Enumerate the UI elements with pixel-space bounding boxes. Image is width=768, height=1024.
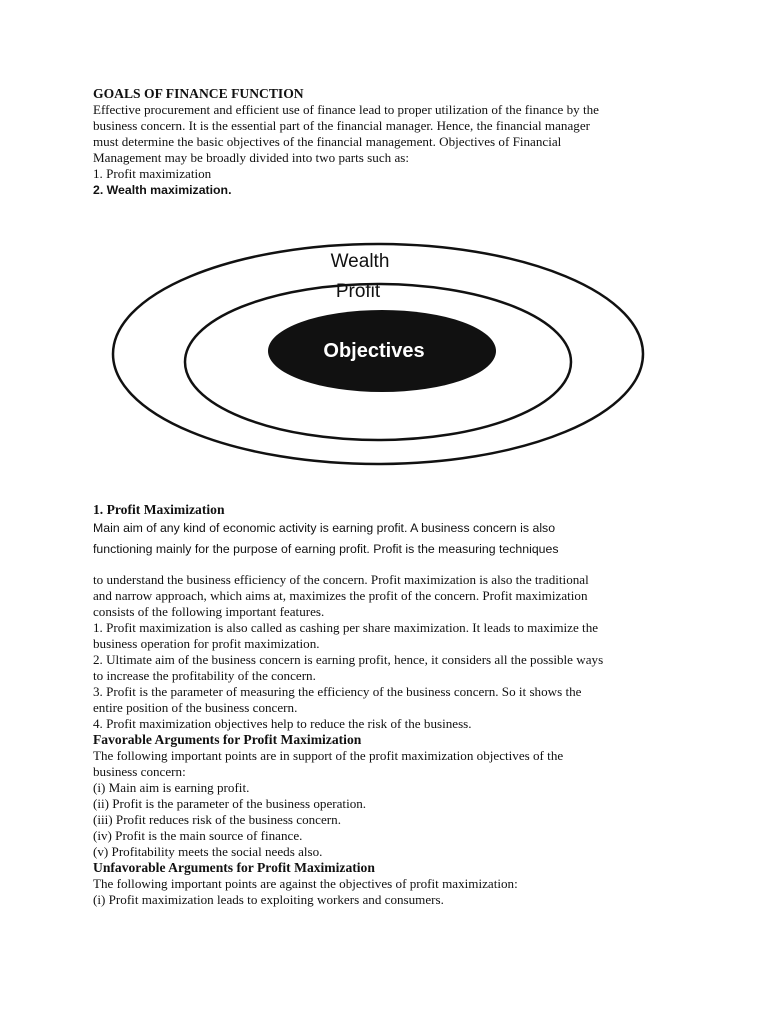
profit-label: Profit [335, 281, 381, 302]
profit-max-line: 1. Profit maximization is also called as cashing per share maximization. It leads to maximize the [93, 620, 599, 635]
favorable-line: business concern: [93, 764, 186, 779]
favorable-line: (i) Main aim is earning profit. [93, 780, 250, 795]
favorable-line: (iii) Profit reduces risk of the business concern. [93, 812, 341, 827]
profit-max-line: business operation for profit maximization. [93, 636, 320, 651]
favorable-line: (iv) Profit is the main source of finance. [93, 828, 303, 843]
objectives-label: Objectives [323, 340, 425, 362]
goals-item-profit: 1. Profit maximization [93, 166, 212, 181]
goals-title: GOALS OF FINANCE FUNCTION [93, 86, 304, 101]
goals-para-line: business concern. It is the essential part of the financial manager. Hence, the financial manager [93, 118, 590, 133]
profit-max-sans-line: functioning mainly for the purpose of earning profit. Profit is the measuring techniques [93, 542, 559, 556]
goals-para-line: Management may be broadly divided into two parts such as: [93, 150, 409, 165]
unfavorable-line: (i) Profit maximization leads to exploiting workers and consumers. [93, 892, 444, 907]
profit-maximization-section [93, 502, 683, 908]
profit-max-heading: 1. Profit Maximization [93, 502, 225, 517]
goals-item-wealth: 2. Wealth maximization. [93, 183, 232, 197]
profit-max-line: to increase the profitability of the concern. [93, 668, 316, 683]
favorable-heading: Favorable Arguments for Profit Maximization [93, 732, 362, 747]
profit-max-sans-line: Main aim of any kind of economic activity is earning profit. A business concern is also [93, 521, 556, 535]
profit-max-line: 2. Ultimate aim of the business concern is earning profit, hence, it considers all the possible ways [93, 652, 604, 667]
unfavorable-line: The following important points are against the objectives of profit maximization: [93, 876, 518, 891]
goals-para-line: must determine the basic objectives of the financial management. Objectives of Financial [93, 134, 562, 149]
profit-max-line: to understand the business efficiency of the concern. Profit maximization is also the traditional [93, 572, 589, 587]
objectives-diagram [108, 240, 648, 468]
favorable-line: (ii) Profit is the parameter of the business operation. [93, 796, 367, 811]
profit-max-line: 3. Profit is the parameter of measuring the efficiency of the business concern. So it shows the [93, 684, 582, 699]
profit-max-line: and narrow approach, which aims at, maximizes the profit of the concern. Profit maximization [93, 588, 588, 603]
favorable-line: The following important points are in support of the profit maximization objectives of the [93, 748, 564, 763]
goals-para-line: Effective procurement and efficient use of finance lead to proper utilization of the finance by the [93, 102, 599, 117]
profit-max-line: 4. Profit maximization objectives help to reduce the risk of the business. [93, 716, 472, 731]
unfavorable-heading: Unfavorable Arguments for Profit Maximization [93, 860, 375, 875]
goals-section [93, 86, 683, 198]
profit-max-line: consists of the following important features. [93, 604, 325, 619]
wealth-label: Wealth [330, 251, 390, 272]
profit-max-line: entire position of the business concern. [93, 700, 298, 715]
favorable-line: (v) Profitability meets the social needs also. [93, 844, 323, 859]
